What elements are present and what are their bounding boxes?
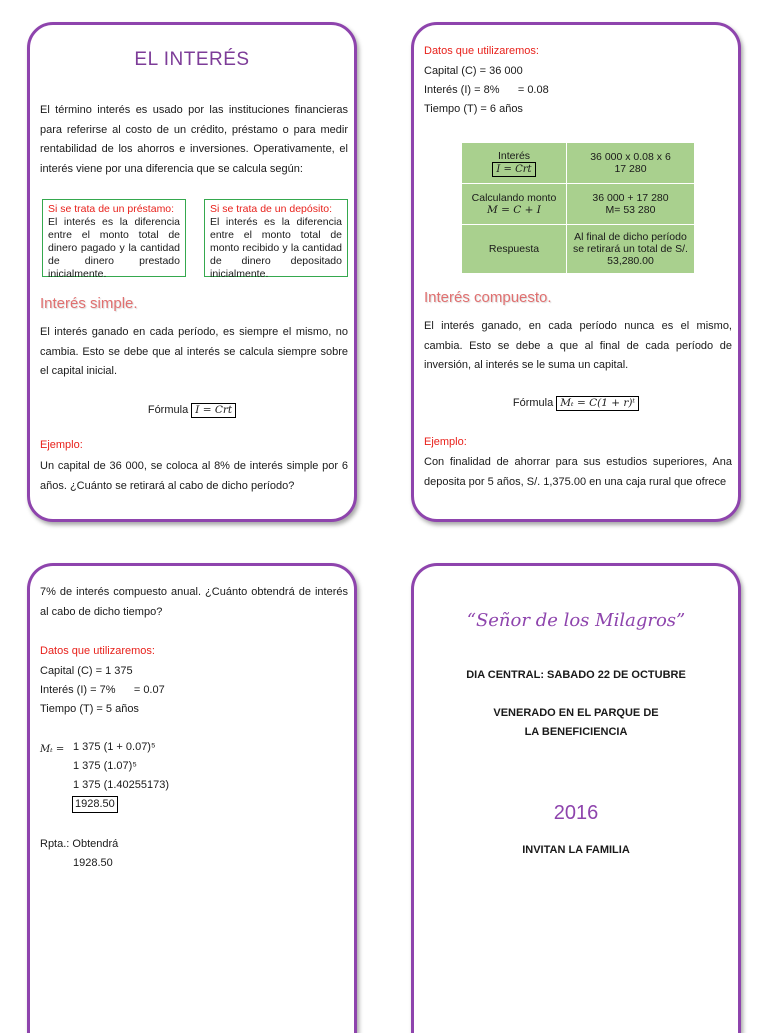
venue-line-2: LA BENEFICIENCIA — [524, 726, 628, 738]
event-year: 2016 — [553, 802, 599, 824]
answer-value: 1928.50 — [73, 857, 113, 869]
deposit-box-heading: Si se trata de un depósito: — [210, 203, 332, 215]
example-label: Ejemplo: — [40, 439, 83, 451]
event-title: “Señor de los Milagros” — [466, 610, 686, 631]
table-cell: I = Crt — [492, 162, 535, 177]
table-cell: Respuesta — [488, 243, 540, 255]
rate-line: Interés (I) = 8% = 0.08 — [424, 84, 549, 96]
step-2: 1 375 (1.07)⁵ — [73, 760, 137, 772]
card-senor-milagros — [411, 563, 741, 1033]
table-cell: Al final de dicho período se retirará un total de S/. 53,280.00 — [573, 231, 688, 267]
rate-line: Interés (I) = 7% = 0.07 — [40, 684, 165, 696]
card-datos — [411, 22, 741, 522]
simple-formula: I = Crt — [191, 403, 236, 418]
results-table — [461, 142, 695, 274]
mt-label: Mₜ = — [40, 744, 65, 755]
deposit-box-body: El interés es la diferencia entre el monto total de monto recibido y la cantidad de dinero depositado inicialmente. — [210, 216, 342, 280]
table-cell: 36 000 x 0.08 x 6 — [590, 151, 671, 163]
card1-title: EL INTERÉS — [134, 49, 250, 70]
deposit-box — [204, 199, 348, 280]
example-text: Con finalidad de ahorrar para sus estudios superiores, Ana deposita por 5 años, S/. 1,375.00 en una caja rural que ofrece — [424, 456, 732, 488]
step-1: 1 375 (1 + 0.07)⁵ — [73, 741, 156, 753]
table-cell: 36 000 + 17 280 — [592, 192, 669, 204]
table-cell: 17 280 — [614, 163, 647, 175]
time-line: Tiempo (T) = 6 años — [424, 103, 523, 115]
invitation-line: INVITAN LA FAMILIA — [522, 844, 630, 856]
data-label: Datos que utilizaremos: — [424, 45, 539, 57]
table-row — [462, 184, 695, 225]
venue-line-1: VENERADO EN EL PARQUE DE — [493, 707, 659, 719]
example-label: Ejemplo: — [424, 436, 467, 448]
data-label: Datos que utilizaremos: — [40, 645, 155, 657]
table-cell: Calculando monto — [471, 192, 557, 204]
simple-interest-text: El interés ganado en cada período, es siempre el mismo, no cambia. Esto se debe que al interés se calcula siempre sobre el capital inicial. — [40, 326, 348, 377]
formula-label: Fórmula — [512, 397, 554, 409]
compound-formula: Mₜ = C(1 + r)ᵗ — [556, 396, 639, 411]
table-cell: Interés — [497, 149, 531, 162]
capital-line: Capital (C) = 1 375 — [40, 665, 133, 677]
table-cell: M= 53 280 — [605, 204, 656, 216]
table-row — [462, 143, 695, 184]
loan-box-body: El interés es la diferencia entre el monto total de dinero pagado y la cantidad de dinero prestado inicialmente. — [48, 216, 180, 280]
compound-interest-heading: Interés compuesto. — [424, 289, 552, 306]
simple-formula-row — [30, 401, 354, 421]
result-box: 1928.50 — [72, 796, 118, 813]
table-cell: M = C + I — [487, 204, 541, 216]
compound-formula-row — [414, 394, 738, 414]
step-3: 1 375 (1.40255173) — [73, 779, 170, 791]
time-line: Tiempo (T) = 5 años — [40, 703, 139, 715]
capital-line: Capital (C) = 36 000 — [424, 65, 523, 77]
card-ejemplo-compuesto — [27, 563, 357, 1033]
card-interes — [27, 22, 357, 522]
table-row — [462, 225, 695, 274]
card1-intro: El término interés es usado por las instituciones financieras para referirse al costo de un crédito, préstamo o para medir rentabilidad de los ahorros e inversiones. Operativamente, el interés viene por una diferencia que se calcula según: — [40, 104, 348, 175]
simple-interest-heading: Interés simple. — [40, 295, 138, 312]
example-text: Un capital de 36 000, se coloca al 8% de interés simple por 6 años. ¿Cuánto se retirará al cabo de dicho período? — [40, 460, 348, 492]
loan-box — [42, 199, 186, 280]
compound-interest-text: El interés ganado, en cada período nunca es el mismo, cambia. Esto se debe a que al final de cada período de inversión, al interés se le suma un capital. — [424, 320, 732, 371]
central-day: DIA CENTRAL: SABADO 22 DE OCTUBRE — [466, 669, 686, 681]
continuation-text: 7% de interés compuesto anual. ¿Cuánto obtendrá de interés al cabo de dicho tiempo? — [40, 586, 348, 618]
answer-label: Rpta.: Obtendrá — [40, 838, 119, 850]
loan-box-heading: Si se trata de un préstamo: — [48, 203, 175, 215]
formula-label: Fórmula — [147, 404, 189, 416]
